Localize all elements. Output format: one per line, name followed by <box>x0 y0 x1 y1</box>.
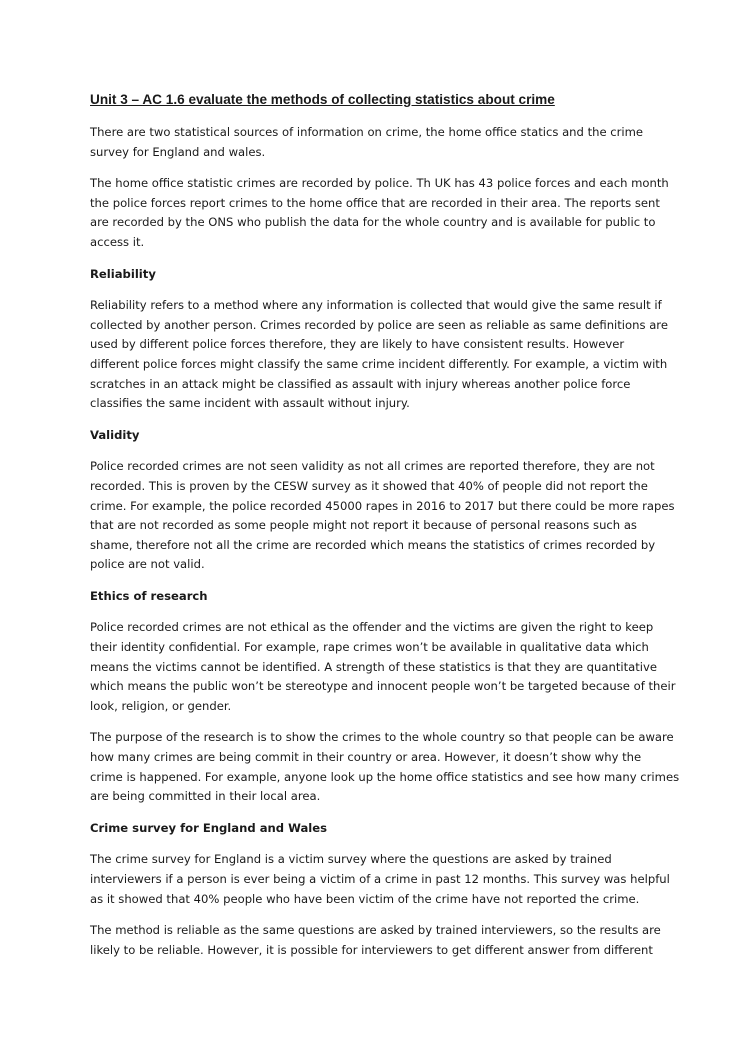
text-line: There are two statistical sources of information on crime, the home office statics and the crime <box>90 125 644 139</box>
text-line: scratches in an attack might be classified as assault with injury whereas another police force <box>90 376 631 391</box>
text-line: The crime survey for England is a victim survey where the questions are asked by trained <box>90 852 612 867</box>
text-line: police are not valid. <box>90 557 205 572</box>
section-heading: Validity <box>90 427 140 442</box>
text-line: access it. <box>90 234 145 249</box>
text-line: likely to be reliable. However, it is possible for interviewers to get different answer from different <box>90 942 653 957</box>
text-line: shame, therefore not all the crime are recorded which means the statistics of crimes recorded by <box>90 537 656 552</box>
text-line: are being committed in their local area. <box>90 789 321 804</box>
section-heading: Ethics of research <box>90 588 208 603</box>
paragraph <box>90 174 669 252</box>
document-body <box>90 123 680 960</box>
text-line: The home office statistic crimes are recorded by police. Th UK has 43 police forces and each month <box>90 176 669 191</box>
text-line: Police recorded crimes are not ethical as the offender and the victims are given the right to keep <box>90 620 654 635</box>
document-page <box>90 90 680 972</box>
paragraph <box>90 850 670 909</box>
text-line: how many crimes are being commit in their country or area. However, it doesn’t show why the <box>90 750 642 765</box>
paragraph <box>90 618 676 716</box>
text-line: Police recorded crimes are not seen validity as not all crimes are reported therefore, they are not <box>90 459 655 474</box>
text-line: different police forces might classify the same crime incident differently. For example, a victim with <box>90 356 668 371</box>
text-line: the police forces report crimes to the home office that are recorded in their area. The reports sent <box>90 195 660 210</box>
text-line: crime is happened. For example, anyone look up the home office statistics and see how many crimes <box>90 769 680 784</box>
text-line: classifies the same incident with assault without injury. <box>90 396 410 411</box>
text-line: their identity confidential. For example, rape crimes won’t be available in qualitative data which <box>90 640 649 655</box>
paragraph <box>90 921 665 960</box>
section-heading: Reliability <box>90 266 156 281</box>
text-line: survey for England and wales. <box>90 144 266 159</box>
text-line: are recorded by the ONS who publish the data for the whole country and is available for public to <box>90 215 656 230</box>
paragraph <box>90 296 668 414</box>
text-line: look, religion, or gender. <box>90 698 232 713</box>
text-line: crime. For example, the police recorded 45000 rapes in 2016 to 2017 but there could be more rapes <box>90 498 675 513</box>
paragraph <box>90 123 665 162</box>
text-line: The purpose of the research is to show the crimes to the whole country so that people can be aware <box>90 730 674 745</box>
paragraph <box>90 457 675 575</box>
text-line: which means the public won’t be stereotype and innocent people won’t be targeted because of their <box>90 679 676 694</box>
document-title: Unit 3 – AC 1.6 evaluate the methods of collecting statistics about crime <box>90 92 555 107</box>
text-line: recorded. This is proven by the CESW survey as it showed that 40% of people did not report the <box>90 478 648 493</box>
text-line: that are not recorded as some people might not report it because of personal reasons such as <box>90 518 637 533</box>
text-line: Reliability refers to a method where any information is collected that would give the same result if <box>90 298 662 313</box>
text-line: used by different police forces therefore, they are likely to have consistent results. However <box>90 337 625 352</box>
paragraph <box>90 728 680 806</box>
text-line: interviewers if a person is ever being a victim of a crime in past 12 months. This survey was helpful <box>90 872 670 886</box>
text-line: means the victims cannot be identified. A strength of these statistics is that they are quantitative <box>90 659 657 674</box>
text-line: The method is reliable as the same questions are asked by trained interviewers, so the results are <box>90 923 661 938</box>
section-heading: Crime survey for England and Wales <box>90 820 328 835</box>
text-line: collected by another person. Crimes recorded by police are seen as reliable as same definitions are <box>90 317 668 332</box>
text-line: as it showed that 40% people who have been victim of the crime have not reported the crime. <box>90 891 640 906</box>
